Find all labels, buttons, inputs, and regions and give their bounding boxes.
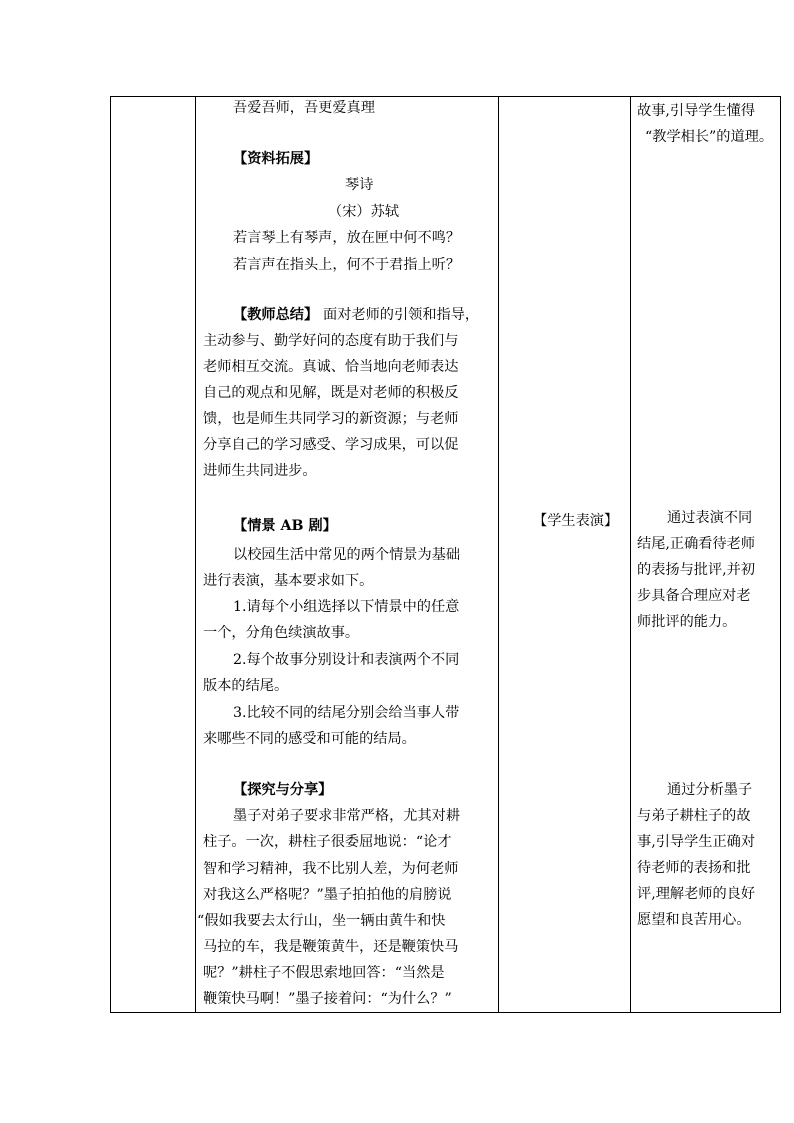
table-divider-2 bbox=[498, 96, 499, 1013]
intent-line: 故事,引导学生懂得 bbox=[637, 103, 756, 119]
summary-heading: 【教师总结】 bbox=[233, 307, 319, 323]
intent-line: 通过分析墨子 bbox=[667, 782, 753, 798]
student-activity-label: 【学生表演】 bbox=[533, 513, 619, 529]
intro-line: 吾爱吾师，吾更爱真理 bbox=[233, 100, 375, 116]
table-bottom-border bbox=[110, 1012, 781, 1013]
poem-author: （宋）苏轼 bbox=[328, 204, 399, 220]
poem-line: 若言琴上有琴声，放在匣中何不鸣？ bbox=[233, 230, 461, 246]
summary-line: 主动参与、勤学好问的态度有助于我们与 bbox=[203, 333, 459, 349]
summary-line: 馈，也是师生共同学习的新资源；与老师 bbox=[203, 411, 459, 427]
drama-line: 版本的结尾。 bbox=[203, 678, 289, 694]
explore-line: 柱子。一次，耕柱子很委屈地说：“论才 bbox=[203, 834, 452, 850]
explore-line: 鞭策快马啊！”墨子接着问：“为什么？” bbox=[203, 991, 452, 1007]
explore-line: 马拉的车，我是鞭策黄牛，还是鞭策快马 bbox=[203, 939, 459, 955]
drama-line: 来哪些不同的感受和可能的结局。 bbox=[203, 731, 416, 747]
explore-line: 墨子对弟子要求非常严格，尤其对耕 bbox=[233, 808, 461, 824]
explore-line: 智和学习精神，我不比别人差，为何老师 bbox=[203, 861, 459, 877]
intent-line: 通过表演不同 bbox=[667, 510, 753, 526]
intent-line: 结尾,正确看待老师 bbox=[637, 536, 756, 552]
poem-title: 琴诗 bbox=[345, 177, 374, 193]
intent-line: 步具备合理应对老 bbox=[637, 588, 751, 604]
summary-line: 老师相互交流。真诚、恰当地向老师表达 bbox=[203, 359, 459, 375]
drama-line: 3.比较不同的结尾分别会给当事人带 bbox=[233, 705, 460, 721]
explore-line: “假如我要去太行山，坐一辆由黄牛和快 bbox=[197, 913, 446, 929]
ziliao-heading: 【资料拓展】 bbox=[233, 151, 319, 167]
explore-line: 呢？”耕柱子不假思索地回答：“当然是 bbox=[203, 965, 445, 981]
drama-line: 2.每个故事分别设计和表演两个不同 bbox=[233, 652, 460, 668]
intent-line: 待老师的表扬和批 bbox=[637, 860, 751, 876]
intent-line: 评,理解老师的良好 bbox=[637, 886, 756, 902]
intent-line: “教学相长”的道理。 bbox=[645, 129, 774, 145]
table-border-left bbox=[110, 96, 111, 1013]
intent-line: 与弟子耕柱子的故 bbox=[637, 808, 751, 824]
summary-line: 自己的观点和见解，既是对老师的积极反 bbox=[203, 385, 459, 401]
table-divider-1 bbox=[195, 96, 196, 1013]
drama-line: 1.请每个小组选择以下情景中的任意 bbox=[233, 599, 460, 615]
summary-line: 进师生共同进步。 bbox=[203, 463, 317, 479]
poem-line: 若言声在指头上，何不于君指上听？ bbox=[233, 257, 461, 273]
intent-line: 师批评的能力。 bbox=[637, 614, 737, 630]
table-border-right bbox=[780, 96, 781, 1013]
drama-line: 以校园生活中常见的两个情景为基础 bbox=[233, 547, 461, 563]
summary-line: 分享自己的学习感受、学习成果，可以促 bbox=[203, 437, 459, 453]
drama-heading: 【情景 AB 剧】 bbox=[233, 518, 337, 534]
explore-line: 对我这么严格呢？”墨子拍拍他的肩膀说 bbox=[203, 887, 452, 903]
drama-line: 进行表演，基本要求如下。 bbox=[203, 573, 374, 589]
intent-line: 事,引导学生正确对 bbox=[637, 834, 756, 850]
explore-heading: 【探究与分享】 bbox=[233, 782, 333, 798]
drama-line: 一个，分角色续演故事。 bbox=[203, 625, 360, 641]
intent-line: 的表扬与批评,并初 bbox=[637, 562, 756, 578]
table-divider-3 bbox=[630, 96, 631, 1013]
intent-line: 愿望和良苦用心。 bbox=[637, 912, 751, 928]
summary-line: 面对老师的引领和指导， bbox=[323, 307, 480, 323]
